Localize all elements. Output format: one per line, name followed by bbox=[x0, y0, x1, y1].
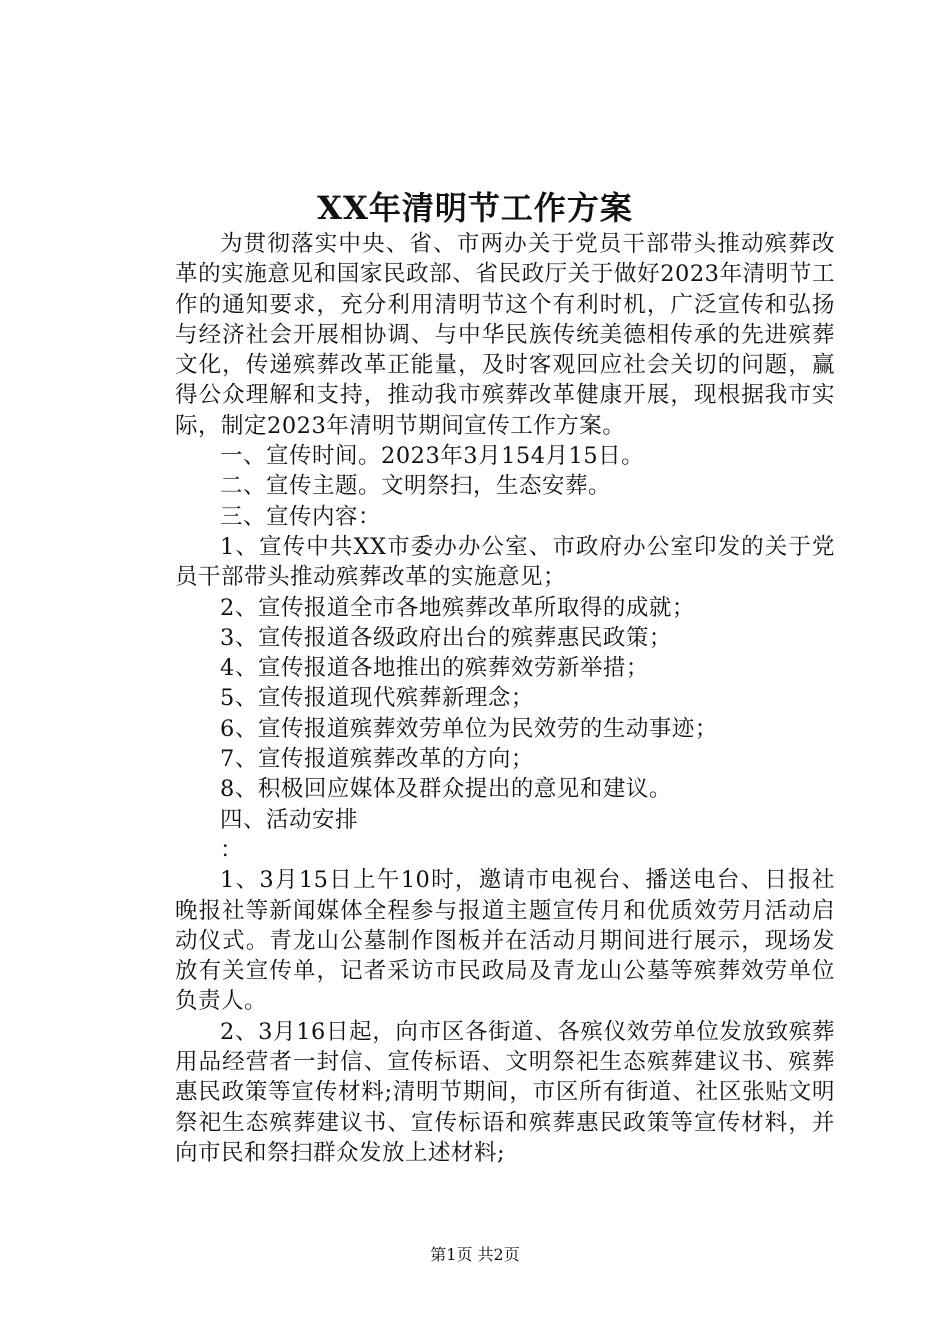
activity-heading-colon: ： bbox=[220, 836, 244, 863]
content-item-2: 2、宣传报道全市各地殡葬改革所取得的成就； bbox=[220, 594, 695, 621]
content-item-5: 5、宣传报道现代殡葬新理念； bbox=[220, 685, 534, 712]
document-body bbox=[175, 229, 835, 1168]
section-publicity-theme: 二、宣传主题。文明祭扫，生态安葬。 bbox=[220, 473, 612, 500]
section-publicity-time: 一、宣传时间。2023年3月154月15日。 bbox=[220, 443, 645, 470]
section-activity-heading: 四、活动安排 bbox=[220, 806, 359, 833]
section-publicity-content-heading: 三、宣传内容： bbox=[220, 503, 382, 530]
content-item-4: 4、宣传报道各地推出的殡葬效劳新举措； bbox=[220, 655, 649, 682]
content-item-6: 6、宣传报道殡葬效劳单位为民效劳的生动事迹； bbox=[220, 715, 718, 742]
content-item-3: 3、宣传报道各级政府出台的殡葬惠民政策； bbox=[220, 624, 672, 651]
intro-paragraph: 为贯彻落实中央、省、市两办关于党员干部带头推动殡葬改革的实施意见和国家民政部、省民政厅关于做好2023年清明节工作的通知要求，充分利用清明节这个有利时机，广泛宣传和弘扬与经济社会开展相协调、与中华民族传统美德相传承的先进殡葬文化，传递殡葬改革正能量，及时客观回应社会关切的问题，赢得公众理解和支持，推动我市殡葬改革健康开展，现根据我市实际，制定2023年清明节期间宣传工作方案。 bbox=[175, 231, 835, 439]
activity-item-2: 2、3月16日起，向市区各街道、各殡仪效劳单位发放致殡葬用品经营者一封信、宣传标语、文明祭祀生态殡葬建议书、殡葬惠民政策等宣传材料;清明节期间，市区所有街道、社区张贴文明祭祀生态殡葬建议书、宣传标语和殡葬惠民政策等宣传材料，并向市民和祭扫群众发放上述材料; bbox=[175, 1018, 835, 1166]
content-item-8: 8、积极回应媒体及群众提出的意见和建议。 bbox=[220, 776, 672, 803]
page-footer: 第1页 共2页 bbox=[430, 1245, 520, 1264]
document-title: XX年清明节工作方案 bbox=[317, 189, 633, 227]
content-item-7: 7、宣传报道殡葬改革的方向； bbox=[220, 746, 534, 773]
activity-item-1: 1、3月15日上午10时，邀请市电视台、播送电台、日报社晚报社等新闻媒体全程参与报道主题宣传月和优质效劳月活动启动仪式。青龙山公墓制作图板并在活动月期间进行展示，现场发放有关宣传单，记者采访市民政局及青龙山公墓等殡葬效劳单位负责人。 bbox=[175, 867, 835, 1015]
content-item-1: 1、宣传中共XX市委办办公室、市政府办公室印发的关于党员干部带头推动殡葬改革的实施意见； bbox=[175, 533, 835, 591]
